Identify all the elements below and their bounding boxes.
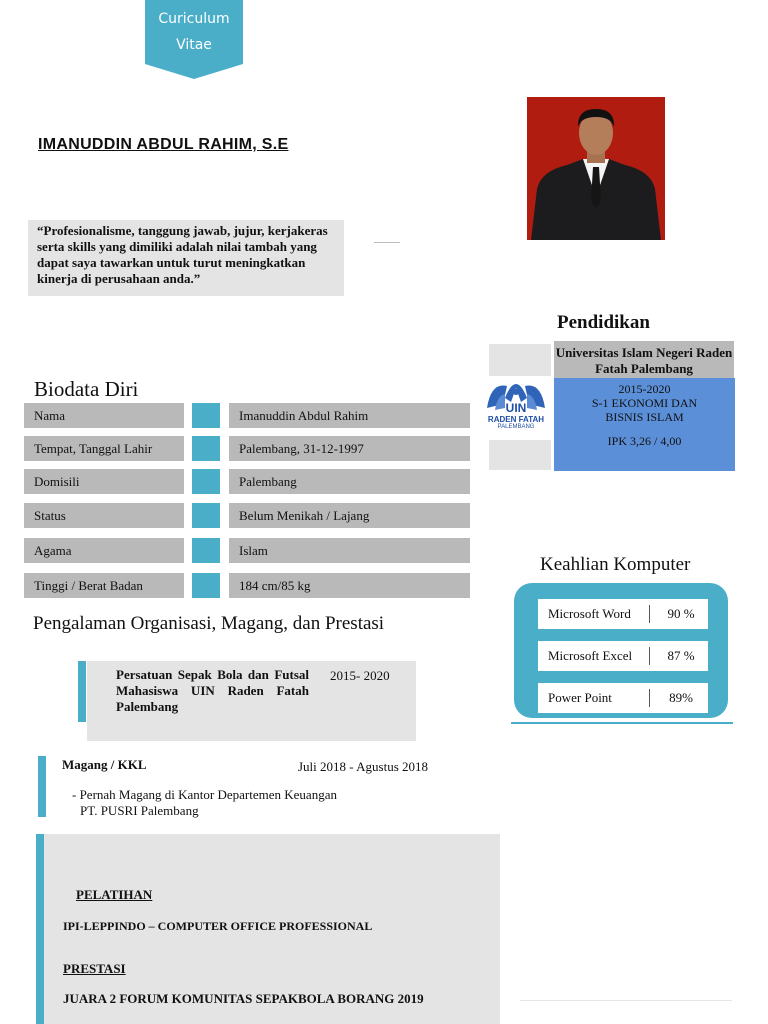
logo-uin-text: UIN: [505, 401, 527, 415]
cv-banner-line1: Curiculum: [158, 11, 230, 27]
skill-separator: [649, 689, 650, 707]
pendidikan-title: Pendidikan: [557, 312, 650, 333]
magang-period: Juli 2018 - Agustus 2018: [298, 759, 429, 774]
bio-marker: [192, 436, 220, 461]
skill-name: Microsoft Excel: [548, 648, 633, 663]
bio-value: Palembang, 31-12-1997: [229, 436, 470, 461]
pelatihan-item: IPI-LEPPINDO – COMPUTER OFFICE PROFESSIONAL: [63, 919, 373, 933]
bio-marker: [192, 403, 220, 428]
bio-marker: [192, 469, 220, 494]
magang-title: Magang / KKL: [62, 757, 147, 772]
keahlian-title: Keahlian Komputer: [540, 554, 691, 575]
person-name: IMANUDDIN ABDUL RAHIM, S.E: [38, 136, 289, 153]
pengalaman-title: Pengalaman Organisasi, Magang, dan Prestasi: [33, 613, 385, 634]
bio-value: Belum Menikah / Lajang: [229, 503, 470, 528]
biodata-title: Biodata Diri: [34, 377, 139, 401]
bio-value: 184 cm/85 kg: [229, 573, 470, 598]
magang-detail: - Pernah Magang di Kantor Departemen Keuangan: [72, 787, 337, 802]
organization-name: Persatuan Sepak Bola dan Futsal Mahasiswa UIN Raden Fatah Palembang: [116, 667, 309, 714]
bio-label: Tinggi / Berat Badan: [24, 573, 184, 598]
quote-box: “Profesionalisme, tanggung jawab, jujur, kerjakeras serta skills yang dimiliki adalah nilai tambah yang dapat saya tawarkan untuk turut meningkatkan kinerja di perusahaan anda.”: [28, 220, 344, 296]
skill-row: [538, 683, 708, 713]
education-ipk: IPK 3,26 / 4,00: [607, 434, 682, 448]
organization-period: 2015- 2020: [330, 668, 390, 683]
education-years: 2015-2020: [618, 382, 671, 396]
accent-bar: [38, 756, 46, 817]
skill-row: [538, 641, 708, 671]
pelatihan-title: PELATIHAN: [76, 887, 153, 902]
skill-name: Microsoft Word: [548, 606, 631, 621]
bio-label: Domisili: [24, 469, 184, 494]
university-logo: [481, 372, 551, 438]
university-name: Universitas Islam Negeri Raden Fatah Palembang: [554, 341, 734, 378]
cv-banner-line2: Vitae: [176, 37, 212, 53]
divider: [511, 722, 733, 724]
divider: [374, 242, 400, 243]
education-detail: [554, 378, 735, 471]
bio-label: Tempat, Tanggal Lahir: [24, 436, 184, 461]
divider: [520, 1000, 732, 1001]
skill-percent: 87 %: [667, 648, 695, 663]
skill-percent: 90 %: [667, 606, 695, 621]
person-silhouette-icon: [527, 97, 665, 240]
bio-marker: [192, 503, 220, 528]
logo-line1: RADEN FATAH: [487, 415, 545, 424]
prestasi-item: JUARA 2 FORUM KOMUNITAS SEPAKBOLA BORANG 2019: [63, 991, 424, 1006]
skill-percent: 89%: [669, 690, 693, 705]
prestasi-title: PRESTASI: [63, 961, 126, 976]
cv-banner-tip: [145, 64, 243, 79]
skill-separator: [649, 605, 650, 623]
bio-marker: [192, 573, 220, 598]
bio-label: Status: [24, 503, 184, 528]
accent-bar: [36, 834, 44, 1024]
cv-banner: [145, 0, 243, 64]
skill-separator: [649, 647, 650, 665]
profile-photo: [527, 97, 665, 240]
magang-company: PT. PUSRI Palembang: [80, 803, 199, 818]
bio-label: Agama: [24, 538, 184, 563]
bio-value: Imanuddin Abdul Rahim: [229, 403, 470, 428]
skill-row: [538, 599, 708, 629]
bio-value: Palembang: [229, 469, 470, 494]
bio-value: Islam: [229, 538, 470, 563]
education-degree: S-1 EKONOMI DAN BISNIS ISLAM: [591, 396, 698, 424]
skill-name: Power Point: [548, 690, 612, 705]
bio-label: Nama: [24, 403, 184, 428]
accent-bar: [78, 661, 86, 722]
logo-line2: PALEMBANG: [497, 424, 535, 430]
bio-marker: [192, 538, 220, 563]
edu-left-panel: [489, 440, 551, 470]
